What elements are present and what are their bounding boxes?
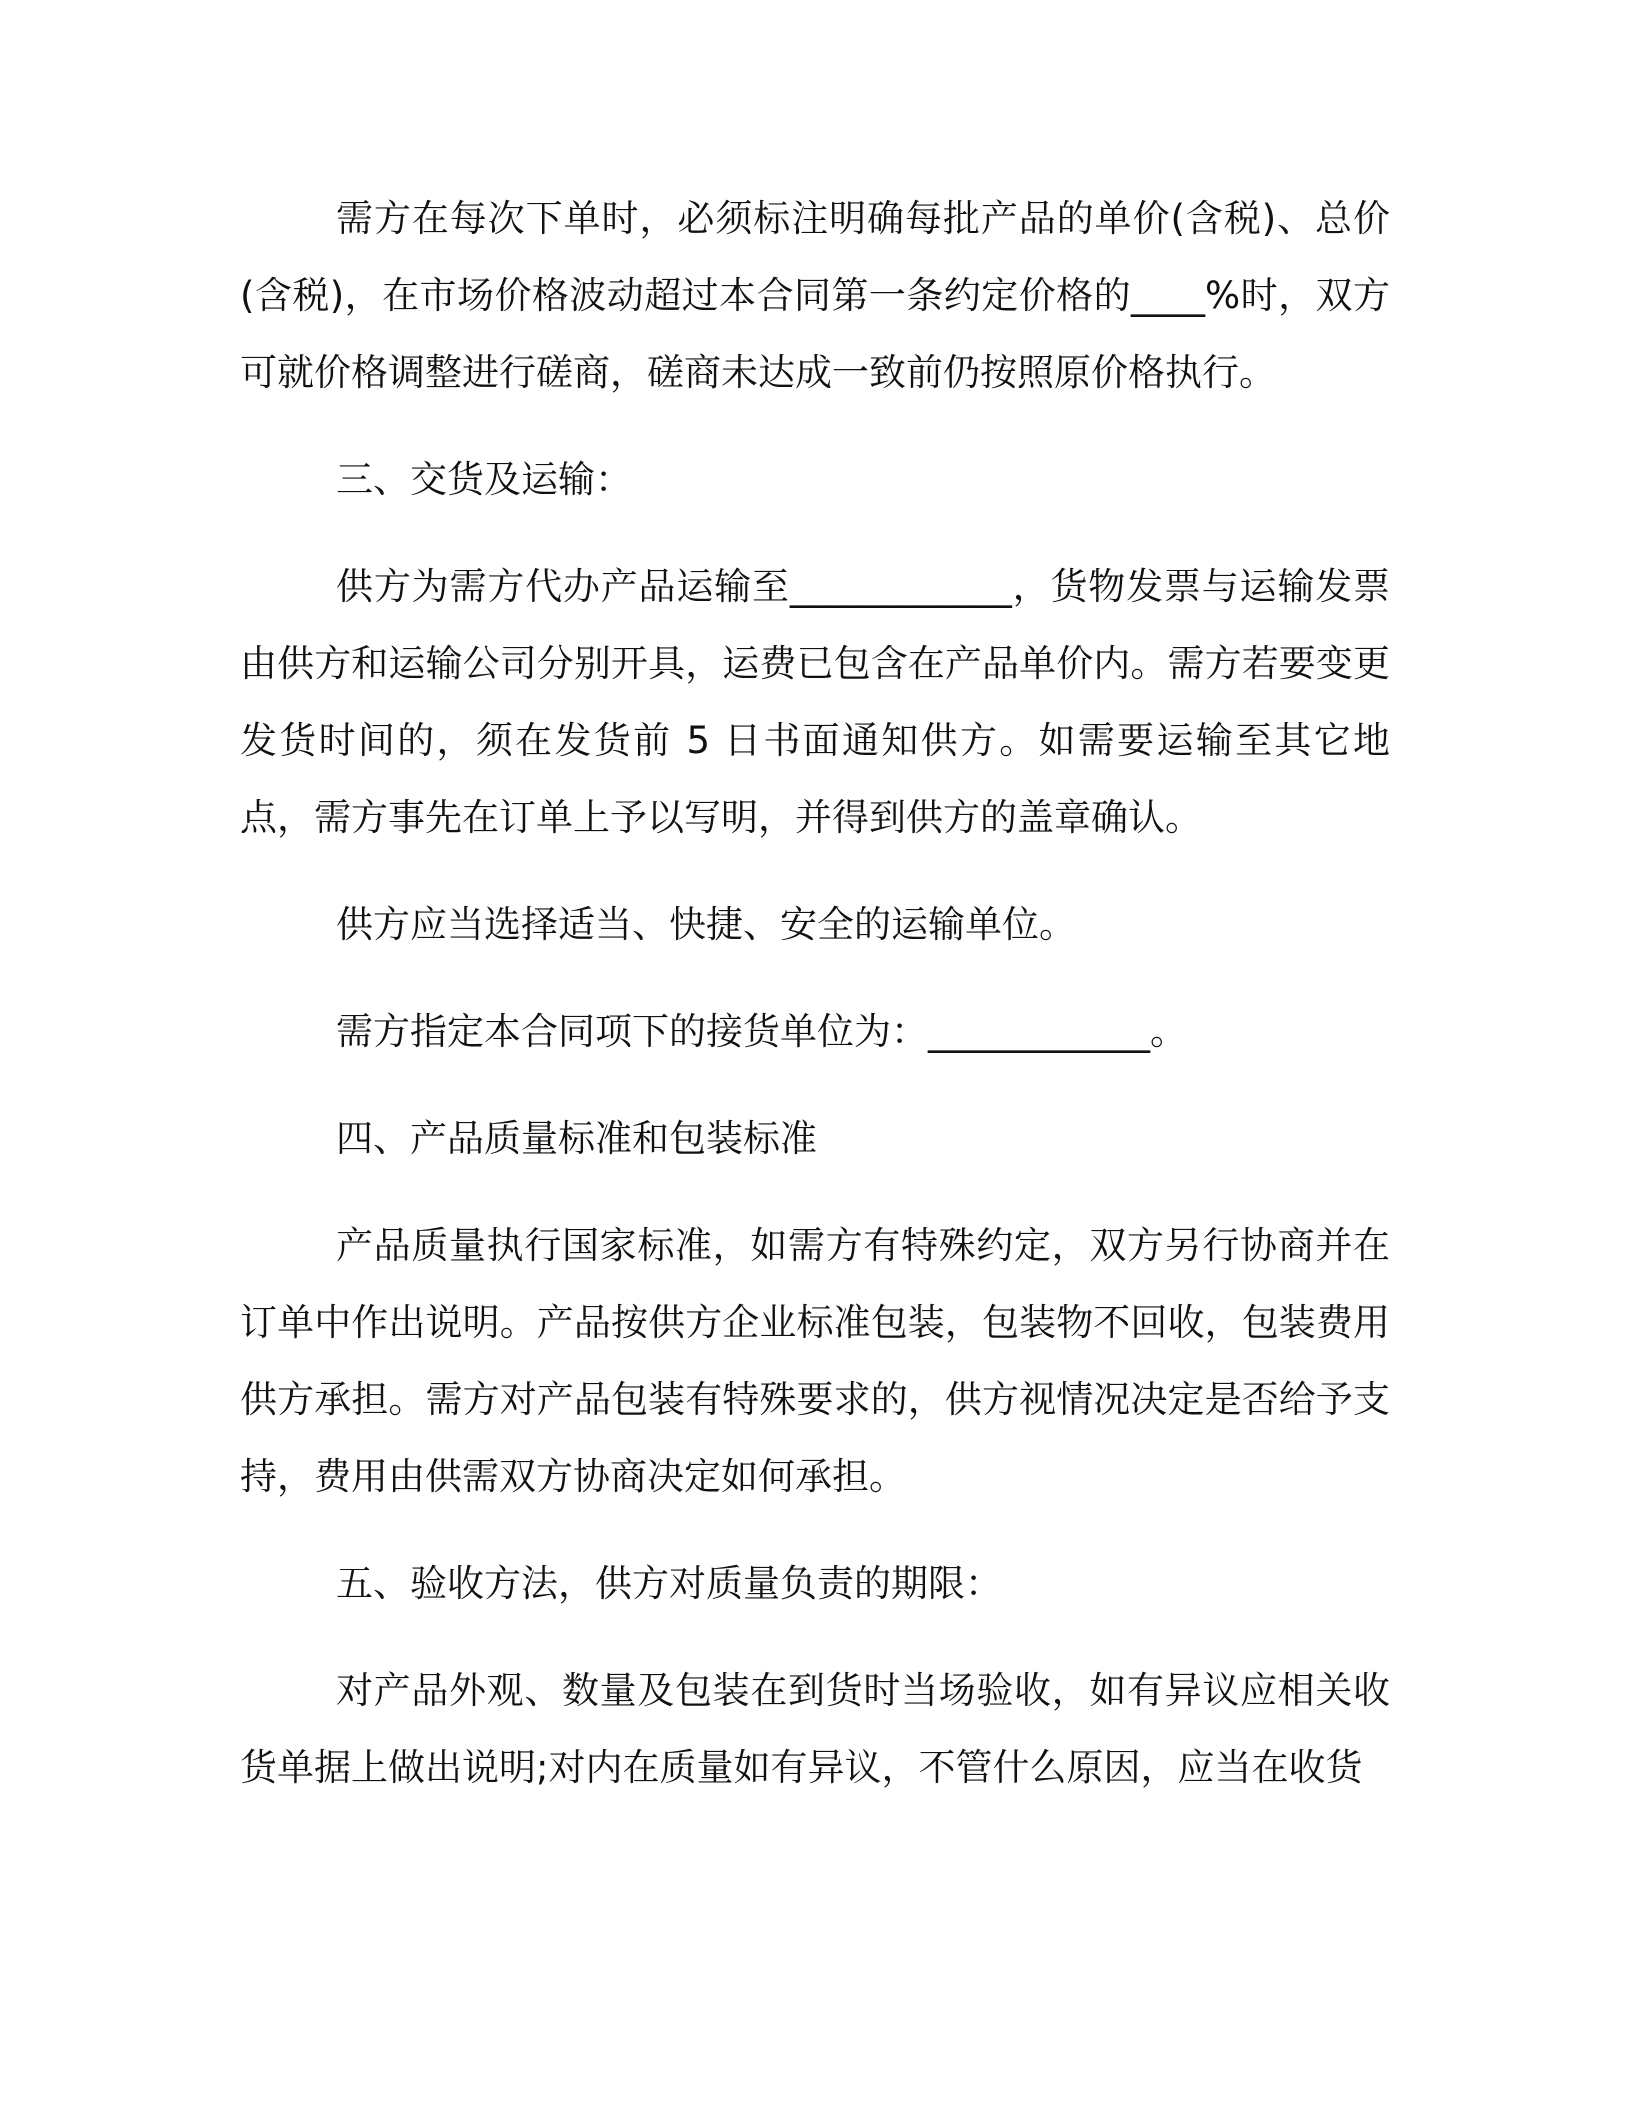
document-page (240, 180, 1390, 1836)
section-heading-quality: 四、产品质量标准和包装标准 (336, 1117, 817, 1160)
quality-paragraph: 产品质量执行国家标准，如需方有特殊约定，双方另行协商并在订单中作出说明。产品按供方企业标准包装，包装物不回收，包装费用供方承担。需方对产品包装有特殊要求的，供方视情况决定是否给予支持，费用由供需双方协商决定如何承担。 (240, 1224, 1390, 1498)
section-heading-delivery: 三、交货及运输： (336, 458, 632, 501)
transport-paragraph: 供方为需方代办产品运输至____________，货物发票与运输发票由供方和运输公司分别开具，运费已包含在产品单价内。需方若要变更发货时间的，须在发货前 5 日书面通知供方。如需要运输至其它地点，需方事先在订单上予以写明，并得到供方的盖章确认。 (240, 565, 1390, 839)
receiver-paragraph: 需方指定本合同项下的接货单位为：____________。 (336, 1010, 1187, 1053)
pricing-paragraph: 需方在每次下单时，必须标注明确每批产品的单价(含税)、总价(含税)，在市场价格波动超过本合同第一条约定价格的____%时，双方可就价格调整进行磋商，磋商未达成一致前仍按照原价格执行。 (240, 197, 1390, 394)
carrier-paragraph: 供方应当选择适当、快捷、安全的运输单位。 (336, 903, 1076, 946)
acceptance-paragraph: 对产品外观、数量及包装在到货时当场验收，如有异议应相关收货单据上做出说明;对内在质量如有异议，不管什么原因，应当在收货 (240, 1669, 1390, 1789)
section-heading-acceptance: 五、验收方法，供方对质量负责的期限： (336, 1562, 1002, 1605)
